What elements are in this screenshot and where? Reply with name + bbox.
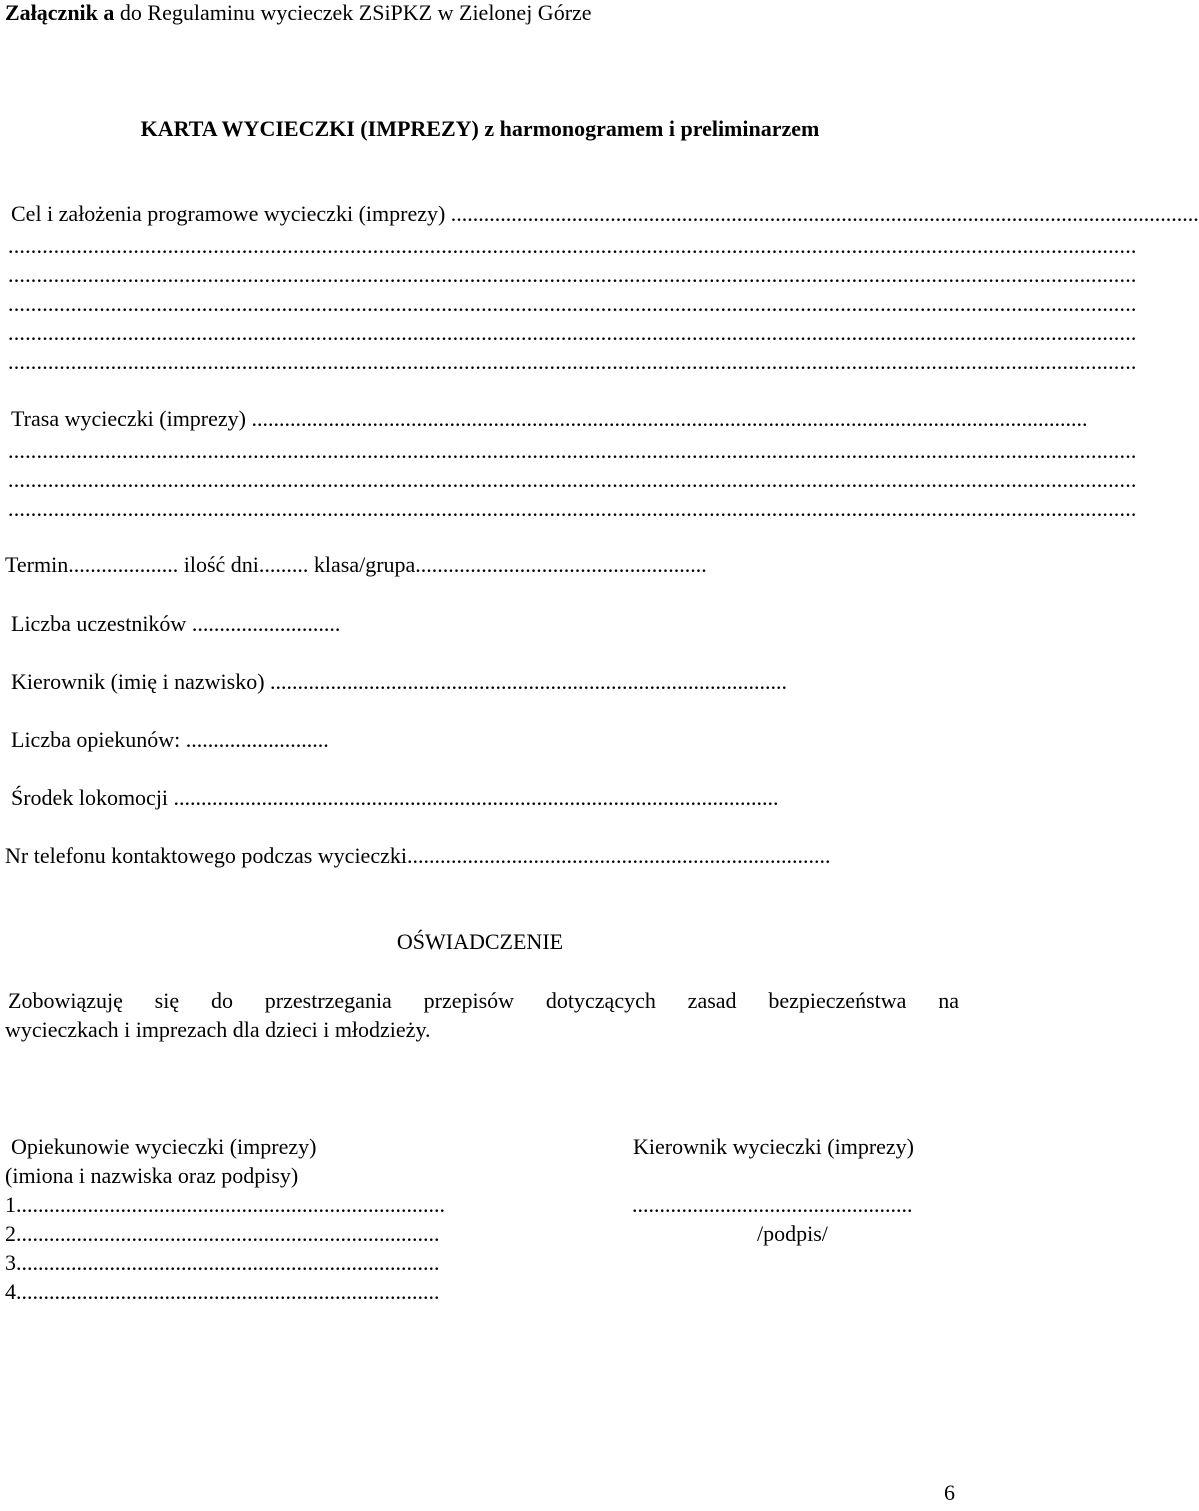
termin-row[interactable] — [5, 554, 707, 576]
cel-line-2[interactable]: ...................................................................................................................................................................................................... — [8, 233, 1137, 258]
trasa-label: Trasa wycieczki (imprezy) — [11, 406, 252, 431]
trasa-line-4[interactable]: ...................................................................................................................................................................................................... — [8, 496, 1137, 521]
form-title: KARTA WYCIECZKI (IMPREZY) z harmonogramem i preliminarzem — [140, 116, 820, 141]
opiekunowie-title: Opiekunowie wycieczki (imprezy) — [11, 1134, 317, 1159]
ilosc-dni-label: ilość dni — [178, 552, 259, 577]
termin-dots: .................... — [68, 552, 179, 577]
oswiadczenie-heading: OŚWIADCZENIE — [396, 929, 564, 954]
liczba-opiekunow-field[interactable]: Liczba opiekunów: .......................... — [11, 727, 329, 752]
klasa-dots: ..................................................... — [415, 552, 707, 577]
termin-label: Termin — [5, 552, 69, 577]
oswiadczenie-line-2: wycieczkach i imprezach dla dzieci i młodzieży. — [5, 1017, 431, 1042]
attachment-label: Załącznik a — [5, 0, 115, 25]
opiekunowie-subtitle: (imiona i nazwiska oraz podpisy) — [5, 1163, 299, 1188]
ilosc-dni-dots: ......... — [258, 552, 309, 577]
telefon-field[interactable]: Nr telefonu kontaktowego podczas wycieczki............................................................................. — [5, 843, 831, 868]
cel-line-6[interactable]: ...................................................................................................................................................................................................... — [8, 349, 1137, 374]
attachment-header-text: do Regulaminu wycieczek ZSiPKZ w Zielonej Górze — [114, 0, 592, 25]
cel-field[interactable] — [11, 203, 1199, 225]
kierownik-title: Kierownik wycieczki (imprezy) — [633, 1134, 914, 1159]
attachment-header — [5, 2, 592, 24]
page-number: 6 — [944, 1480, 955, 1505]
liczba-uczestnikow-field[interactable]: Liczba uczestników ........................... — [11, 611, 341, 636]
opiekun-line-4[interactable]: 4............................................................................. — [5, 1279, 440, 1304]
kierownik-signature-line[interactable]: ................................................... — [632, 1192, 913, 1217]
cel-label: Cel i założenia programowe wycieczki (imprezy) — [11, 201, 451, 226]
opiekun-line-1[interactable]: 1.............................................................................. — [5, 1192, 445, 1217]
cel-dots: ........................................................................................................................................ — [450, 201, 1199, 226]
kierownik-signature-caption: /podpis/ — [757, 1221, 828, 1246]
opiekun-line-3[interactable]: 3............................................................................. — [5, 1250, 440, 1275]
cel-line-3[interactable]: ...................................................................................................................................................................................................... — [8, 262, 1137, 287]
cel-line-4[interactable]: ...................................................................................................................................................................................................... — [8, 291, 1137, 316]
trasa-line-2[interactable]: ...................................................................................................................................................................................................... — [8, 438, 1137, 463]
cel-line-5[interactable]: ...................................................................................................................................................................................................... — [8, 320, 1137, 345]
trasa-dots: ........................................................................................................................................................ — [251, 406, 1088, 431]
trasa-field[interactable] — [11, 408, 1088, 430]
oswiadczenie-line-1: Zobowiązuję się do przestrzegania przepisów dotyczących zasad bezpieczeństwa na — [8, 988, 959, 1013]
klasa-label: klasa/grupa — [308, 552, 416, 577]
opiekun-line-2[interactable]: 2............................................................................. — [5, 1221, 440, 1246]
kierownik-field[interactable]: Kierownik (imię i nazwisko) .............................................................................................. — [11, 669, 788, 694]
trasa-line-3[interactable]: ...................................................................................................................................................................................................... — [8, 467, 1137, 492]
srodek-lokomocji-field[interactable]: Środek lokomocji .............................................................................................................. — [11, 785, 779, 810]
